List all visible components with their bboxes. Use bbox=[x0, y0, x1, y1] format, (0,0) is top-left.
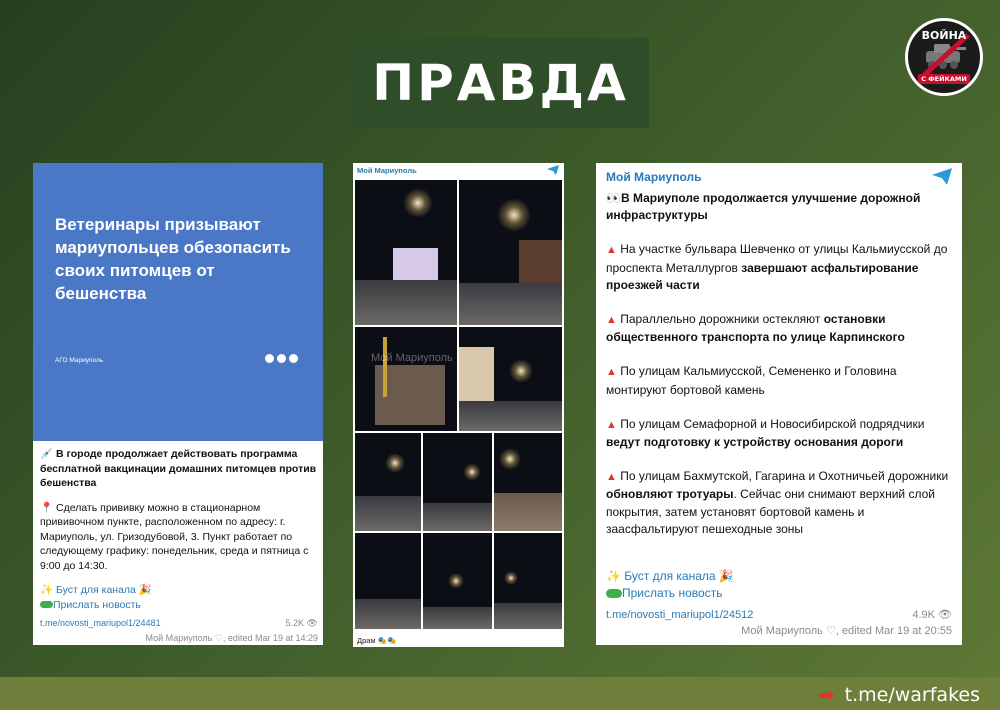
triangle-icon: ▲ bbox=[606, 366, 617, 379]
post-item: ▲ По улицам Кальмиусской, Семененко и Головина монтируют бортовой камень bbox=[606, 364, 897, 397]
toggle-icon bbox=[40, 601, 53, 608]
toggle-icon bbox=[606, 589, 622, 598]
post-link[interactable]: t.me/novosti_mariupol1/24481 bbox=[40, 618, 161, 628]
channel-name[interactable]: Мой Мариуполь bbox=[606, 170, 702, 184]
boost-link[interactable]: ✨ Буст для канала 🎉 bbox=[606, 569, 734, 583]
triangle-icon: ▲ bbox=[606, 418, 617, 431]
gallery-photo[interactable] bbox=[355, 433, 421, 531]
gallery-photo[interactable] bbox=[355, 327, 457, 431]
war-on-fakes-logo[interactable] bbox=[905, 18, 983, 96]
page-title: ПРАВДА bbox=[352, 38, 649, 128]
gallery-photo[interactable] bbox=[459, 327, 562, 431]
banner-source: АГО Мариуполь bbox=[55, 357, 104, 364]
gallery-photo[interactable] bbox=[355, 180, 457, 325]
post-vaccination bbox=[33, 163, 323, 645]
gallery-photo[interactable] bbox=[494, 533, 562, 629]
post-item: ▲ На участке бульвара Шевченко от улицы Кальмиусской до проспекта Металлургов завершают асфальтирование проезжей части bbox=[606, 242, 948, 292]
logo-text-top: ВОЙНА bbox=[921, 29, 967, 42]
triangle-icon: ▲ bbox=[606, 314, 617, 327]
post-paragraph: 📍 Сделать прививку можно в стационарном прививочном пункте, расположенном по адресу: г. Мариуполь, ул. Гризодубовой, 3. Пункт работает по следующему графику: понедельник, среда и пятница с 9:00 до 14:30. bbox=[40, 501, 309, 572]
gallery-photo[interactable] bbox=[423, 433, 492, 531]
view-count: 4.9K 👁 bbox=[912, 609, 952, 621]
triangle-icon: ▲ bbox=[606, 244, 617, 257]
telegram-icon bbox=[547, 165, 559, 175]
channel-name[interactable]: Мой Мариуполь bbox=[357, 166, 417, 175]
ok-icon bbox=[277, 354, 286, 363]
gallery-photo[interactable] bbox=[494, 433, 562, 531]
post-image-banner bbox=[33, 163, 323, 441]
post-intro: 👀В Мариуполе продолжается улучшение дорожной инфраструктуры bbox=[606, 191, 921, 223]
post-footer: Мой Мариуполь ♡, edited Mar 19 at 20:55 bbox=[741, 625, 952, 637]
logo-text-bottom: С ФЕЙКАМИ bbox=[918, 74, 970, 84]
gallery-photo[interactable] bbox=[459, 180, 562, 325]
banner-headline: Ветеринары призывают мариупольцев обезопасить своих питомцев от бешенства bbox=[55, 215, 291, 303]
boost-link[interactable]: ✨ Буст для канала 🎉 bbox=[40, 584, 152, 596]
post-road-works bbox=[596, 163, 962, 645]
gallery-watermark: Мой Мариуполь bbox=[371, 352, 453, 364]
post-paragraph: 💉 В городе продолжает действовать программа бесплатной вакцинации домашних питомцев против бешенства bbox=[40, 448, 317, 489]
post-link[interactable]: t.me/novosti_mariupol1/24512 bbox=[606, 609, 754, 621]
vk-icon bbox=[265, 354, 274, 363]
telegram-icon bbox=[932, 168, 952, 185]
gallery-photo[interactable] bbox=[355, 533, 421, 629]
send-news-link[interactable]: Прислать новость bbox=[606, 585, 734, 602]
view-count: 5.2K 👁 bbox=[285, 618, 318, 628]
post-item: ▲ Параллельно дорожники остекляют остановки общественного транспорта по улице Карпинского bbox=[606, 312, 905, 345]
post-photo-gallery bbox=[353, 163, 564, 647]
post-caption: Драм 🎭🎭 bbox=[357, 636, 397, 645]
triangle-icon: ▲ bbox=[606, 471, 617, 484]
post-item: ▲ По улицам Бахмутской, Гагарина и Охотничьей дорожники обновляют тротуары. Сейчас они снимают верхний слой покрытия, затем установят бортовой камень и заасфальтируют пешеходные зоны bbox=[606, 469, 949, 536]
footer-link-text[interactable]: t.me/warfakes bbox=[844, 684, 980, 706]
post-item: ▲ По улицам Семафорной и Новосибирской подрядчики ведут подготовку к устройству основания дороги bbox=[606, 416, 925, 450]
gallery-photo[interactable] bbox=[423, 533, 492, 629]
arrow-right-icon: ➡ bbox=[817, 683, 835, 707]
social-icons bbox=[265, 354, 298, 363]
post-footer: Мой Мариуполь ♡, edited Mar 19 at 14:29 bbox=[145, 632, 318, 643]
send-news-link[interactable]: Прислать новость bbox=[40, 598, 318, 613]
footer-link[interactable] bbox=[818, 683, 980, 707]
telegram-icon bbox=[289, 354, 298, 363]
